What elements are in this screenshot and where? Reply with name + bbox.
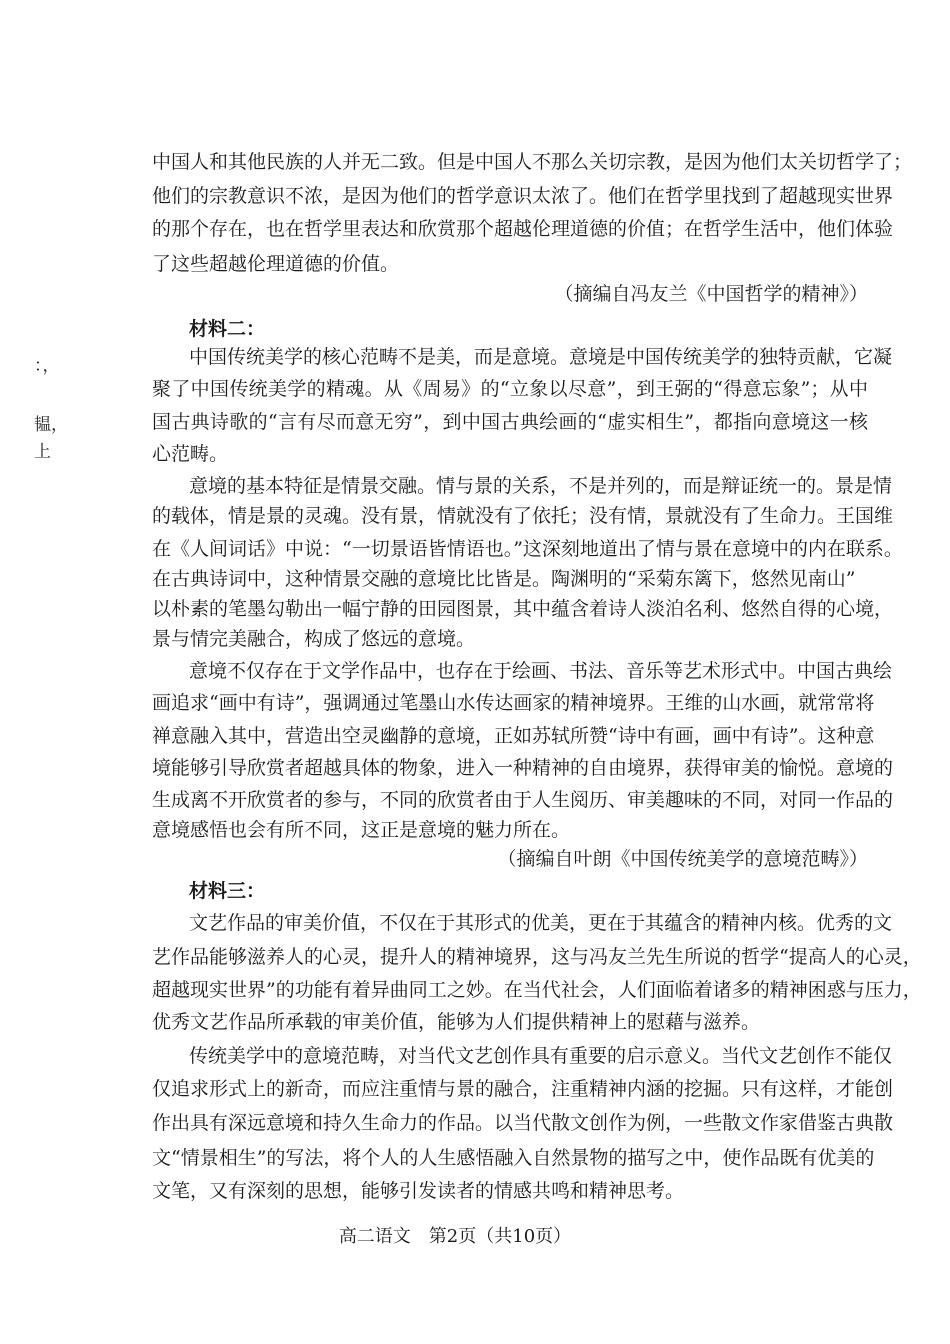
text-line: 在《人间词话》中说：“一切景语皆情语也。”这深刻地道出了情与景在意境中的内在联系。	[152, 538, 903, 560]
text-line: 禅意融入其中，营造出空灵幽静的意境，正如苏轼所赞“诗中有画，画中有诗”。这种意	[152, 725, 875, 747]
text-line: 文“情景相生”的写法，将个人的人生感悟融入自然景物的描写之中，使作品既有优美的	[152, 1147, 875, 1169]
text-line: 艺作品能够滋养人的心灵，提升人的精神境界，这与冯友兰先生所说的哲学“提高人的心灵，	[152, 946, 922, 968]
margin-fragment: 上	[34, 442, 51, 462]
text-line: 中国人和其他民族的人并无二致。但是中国人不那么关切宗教，是因为他们太关切哲学了；	[152, 151, 913, 173]
text-line: 意境感悟也会有所不同，这正是意境的魅力所在。	[152, 819, 571, 841]
text-line: 超越现实世界”的功能有着异曲同工之妙。在当代社会，人们面临着诸多的精神困惑与压力，	[152, 979, 922, 1001]
text-line: 聚了中国传统美学的精魂。从《周易》的“立象以尽意”，到王弼的“得意忘象”；从中	[152, 378, 868, 400]
text-line: 作出具有深远意境和持久生命力的作品。以当代散文创作为例，一些散文作家借鉴古典散	[152, 1112, 894, 1134]
text-line: 文艺作品的审美价值，不仅在于其形式的优美，更在于其蕴含的精神内核。优秀的文	[189, 912, 893, 934]
text-line: 意境的基本特征是情景交融。情与景的关系，不是并列的，而是辩证统一的。景是情	[189, 475, 893, 497]
text-line: 心范畴。	[152, 443, 229, 465]
text-line: 仅追求形式上的新奇，而应注重情与景的融合，注重精神内涵的挖掘。只有这样，才能创	[152, 1078, 894, 1100]
text-line: 优秀文艺作品所承载的审美价值，能够为人们提供精神上的慰藉与滋养。	[152, 1011, 761, 1033]
citation: （摘编自冯友兰《中国哲学的精神》）	[554, 283, 868, 305]
text-line: 意境不仅存在于文学作品中，也存在于绘画、书法、音乐等艺术形式中。中国古典绘	[189, 660, 893, 682]
text-line: 中国传统美学的核心范畴不是美，而是意境。意境是中国传统美学的独特贡献，它凝	[189, 346, 893, 368]
page-footer: 高二语文 第2页（共10页）	[338, 1226, 572, 1247]
text-line: 境能够引导欣赏者超越具体的物象，进入一种精神的自由境界，获得审美的愉悦。意境的	[152, 757, 894, 779]
text-line: 了这些超越伦理道德的价值。	[152, 253, 400, 275]
text-line: 的载体，情是景的灵魂。没有景，情就没有了依托；没有情，景就没有了生命力。王国维	[152, 505, 894, 527]
section-heading: 材料二：	[189, 318, 266, 340]
text-line: 国古典诗歌的“言有尽而意无穷”，到中国古典绘画的“虚实相生”，都指向意境这一核	[152, 411, 868, 433]
text-line: 传统美学中的意境范畴，对当代文艺创作具有重要的启示意义。当代文艺创作不能仅	[189, 1045, 893, 1067]
text-line: 文笔，又有深刻的思想，能够引发读者的情感共鸣和精神思考。	[152, 1180, 685, 1202]
section-heading: 材料三：	[189, 880, 266, 902]
margin-fragment: 韫，	[34, 415, 68, 435]
text-line: 以朴素的笔墨勾勒出一幅宁静的田园图景，其中蕴含着诗人淡泊名利、悠然自得的心境，	[152, 598, 894, 620]
text-line: 生成离不开欣赏者的参与，不同的欣赏者由于人生阅历、审美趣味的不同，对同一作品的	[152, 789, 894, 811]
margin-fragment: ：，	[34, 356, 60, 376]
text-line: 的那个存在，也在哲学里表达和欣赏那个超越伦理道德的价值；在哲学生活中，他们体验	[152, 218, 894, 240]
text-line: 画追求“画中有诗”，强调通过笔墨山水传达画家的精神境界。王维的山水画，就常常将	[152, 692, 875, 714]
text-line: 景与情完美融合，构成了悠远的意境。	[152, 628, 476, 650]
text-line: 他们的宗教意识不浓，是因为他们的哲学意识太浓了。他们在哲学里找到了超越现实世界	[152, 185, 894, 207]
text-line: 在古典诗词中，这种情景交融的意境比比皆是。陶渊明的“采菊东篱下，悠然见南山”	[152, 568, 856, 590]
citation: （摘编自叶朗《中国传统美学的意境范畴》）	[497, 848, 868, 870]
